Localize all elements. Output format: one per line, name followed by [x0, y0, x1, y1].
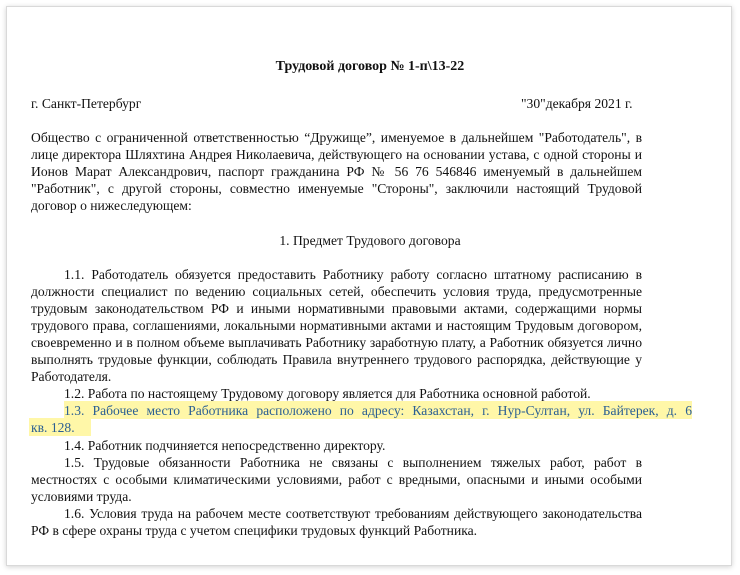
city: г. Санкт-Петербург: [31, 96, 142, 111]
clause-1-1-line: должности специалист по ведению социальных сетей, обеспечить условия труда, предусмотренные: [31, 284, 642, 299]
document-page: [6, 6, 732, 566]
contract-date: "30"декабря 2021 г.: [521, 96, 633, 111]
clause-1-3-line: кв. 128.: [31, 420, 75, 435]
clause-1-1-line: трудовым законодательством РФ и иными нормативными правовыми актами, содержащими нормы: [31, 301, 642, 316]
clause-1-6-line: 1.6. Условия труда на рабочем месте соответствуют требованиям действующего законодательства: [64, 506, 642, 521]
preamble-line: "Работник", с другой стороны, совместно именуемые "Стороны", заключили настоящий Трудовой: [31, 181, 642, 196]
clause-1-2: 1.2. Работа по настоящему Трудовому договору является для Работника основной работой.: [64, 386, 591, 401]
clause-1-6-line: РФ в сфере охраны труда с учетом специфики трудовых функций Работника.: [31, 523, 478, 538]
preamble-line: договор о нижеследующем:: [31, 198, 192, 213]
clause-1-5-line: 1.5. Трудовые обязанности Работника не связаны с выполнением тяжелых работ, работ в: [64, 455, 642, 470]
section-heading: 1. Предмет Трудового договора: [279, 233, 461, 248]
preamble-line: Общество с ограниченной ответственностью “Дружище”, именуемое в дальнейшем "Работодатель", в: [31, 130, 642, 145]
clause-1-3-line: 1.3. Рабочее место Работника расположено по адресу: Казахстан, г. Нур-Султан, ул. Байтерек, д. 6: [64, 403, 692, 418]
clause-1-1-line: Работодателя.: [31, 369, 112, 384]
clause-1-4: 1.4. Работник подчиняется непосредственно директору.: [64, 438, 386, 453]
preamble-line: Ионов Марат Александрович, паспорт гражданина РФ № 56 76 546846 именуемый в дальнейшем: [31, 164, 642, 179]
clause-1-5-line: условиями труда.: [31, 489, 132, 504]
preamble-line: лице директора Шляхтина Андрея Николаевича, действующего на основании устава, с одной стороны и: [31, 147, 642, 162]
clause-1-1-line: выполнять трудовые функции, соблюдать Правила внутреннего трудового распорядка, действующие у: [31, 352, 642, 367]
clause-1-1-line: трудового права, соглашениями, локальными нормативными актами и настоящим Трудовым договором,: [31, 318, 642, 333]
clause-1-5-line: местностях с особыми климатическими условиями, работ с вредными, опасными и иными особыми: [31, 472, 642, 487]
clause-1-1-line: 1.1. Работодатель обязуется предоставить Работнику работу согласно штатному расписанию в: [64, 267, 642, 282]
contract-title: Трудовой договор № 1-п\13-22: [275, 59, 465, 74]
clause-1-1-line: своевременно и в полном объеме выплачивать Работнику заработную плату, а Работник обязуется лично: [31, 335, 642, 350]
